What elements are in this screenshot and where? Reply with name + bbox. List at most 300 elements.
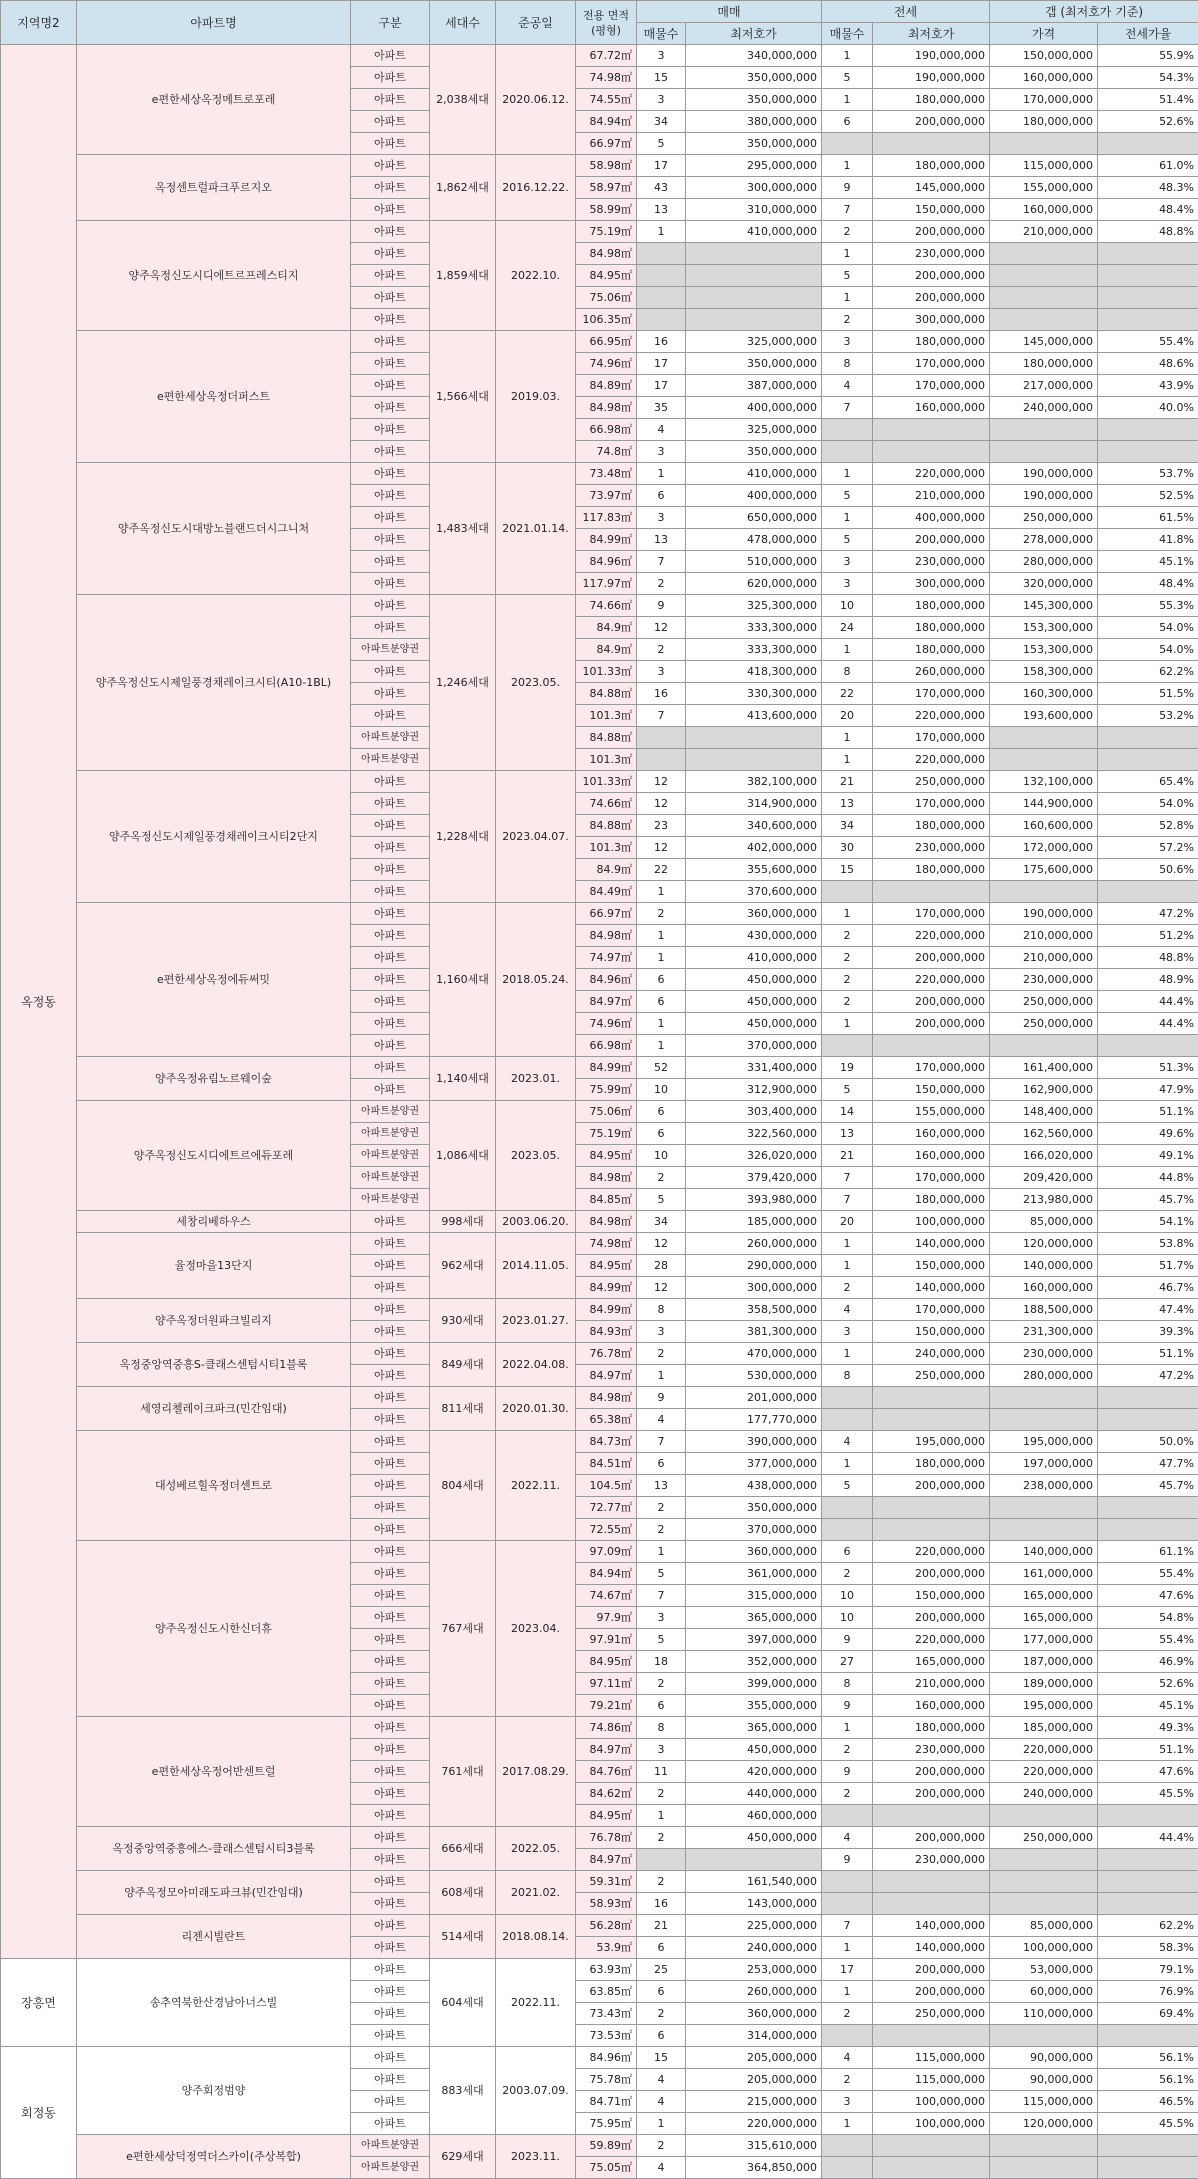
jeonse-count-cell: 1: [822, 287, 873, 309]
table-row: [1, 1211, 1198, 1233]
header-sale-count: 매물수: [637, 23, 686, 45]
area-cell: 75.06㎡: [576, 1101, 637, 1123]
area-cell: 73.43㎡: [576, 2003, 637, 2025]
jeonse-count-cell: 5: [822, 265, 873, 287]
sale-count-cell: 6: [637, 1937, 686, 1959]
jeonse-count-cell: 5: [822, 485, 873, 507]
sale-count-cell: 12: [637, 793, 686, 815]
type-cell: 아파트: [351, 133, 430, 155]
jeonse-price-cell: 190,000,000: [873, 45, 990, 67]
type-cell: 아파트: [351, 309, 430, 331]
type-cell: 아파트: [351, 1563, 430, 1585]
type-cell: 아파트: [351, 221, 430, 243]
sale-count-cell: 3: [637, 507, 686, 529]
jeonse-count-cell: 1: [822, 1255, 873, 1277]
sale-count-cell: 6: [637, 1453, 686, 1475]
sale-price-cell: 530,000,000: [686, 1365, 822, 1387]
area-cell: 74.66㎡: [576, 595, 637, 617]
jeonse-count-cell: 4: [822, 375, 873, 397]
gap-price-cell: 140,000,000: [990, 1255, 1098, 1277]
sale-price-cell: 326,020,000: [686, 1145, 822, 1167]
jeonse-ratio-cell: [1098, 243, 1198, 265]
region-cell: 회정동: [1, 2047, 77, 2179]
jeonse-ratio-cell: [1098, 1409, 1198, 1431]
type-cell: 아파트: [351, 441, 430, 463]
jeonse-count-cell: 2: [822, 2069, 873, 2091]
type-cell: 아파트: [351, 419, 430, 441]
sale-price-cell: [686, 309, 822, 331]
table-row: [1, 2047, 1198, 2069]
sale-price-cell: 315,000,000: [686, 1585, 822, 1607]
jeonse-price-cell: 115,000,000: [873, 2069, 990, 2091]
jeonse-ratio-cell: 47.9%: [1098, 1079, 1198, 1101]
area-cell: 117.83㎡: [576, 507, 637, 529]
jeonse-count-cell: 4: [822, 2047, 873, 2069]
area-cell: 67.72㎡: [576, 45, 637, 67]
header-completion: 준공일: [496, 1, 576, 45]
type-cell: 아파트: [351, 2113, 430, 2135]
jeonse-price-cell: 200,000,000: [873, 1959, 990, 1981]
jeonse-ratio-cell: 44.4%: [1098, 1827, 1198, 1849]
apt-name-cell: 옥정중앙역중흥S-클래스센텀시티1블록: [77, 1343, 351, 1387]
type-cell: 아파트: [351, 1211, 430, 1233]
type-cell: 아파트: [351, 1343, 430, 1365]
households-cell: 804세대: [430, 1431, 496, 1541]
jeonse-count-cell: 9: [822, 1761, 873, 1783]
header-households: 세대수: [430, 1, 496, 45]
type-cell: 아파트: [351, 1057, 430, 1079]
gap-price-cell: 162,900,000: [990, 1079, 1098, 1101]
jeonse-ratio-cell: 58.3%: [1098, 1937, 1198, 1959]
area-cell: 84.95㎡: [576, 265, 637, 287]
type-cell: 아파트: [351, 2025, 430, 2047]
jeonse-price-cell: 220,000,000: [873, 463, 990, 485]
area-cell: 58.97㎡: [576, 177, 637, 199]
sale-count-cell: 7: [637, 705, 686, 727]
jeonse-ratio-cell: [1098, 287, 1198, 309]
sale-price-cell: 450,000,000: [686, 1739, 822, 1761]
jeonse-ratio-cell: [1098, 1893, 1198, 1915]
gap-price-cell: 160,300,000: [990, 683, 1098, 705]
jeonse-ratio-cell: [1098, 265, 1198, 287]
sale-count-cell: 5: [637, 1189, 686, 1211]
type-cell: 아파트: [351, 771, 430, 793]
jeonse-ratio-cell: 54.1%: [1098, 1211, 1198, 1233]
jeonse-ratio-cell: [1098, 1871, 1198, 1893]
completion-date-cell: 2019.03.: [496, 331, 576, 463]
area-cell: 84.96㎡: [576, 969, 637, 991]
sale-price-cell: 350,000,000: [686, 89, 822, 111]
jeonse-count-cell: [822, 1893, 873, 1915]
jeonse-ratio-cell: 45.1%: [1098, 551, 1198, 573]
jeonse-ratio-cell: [1098, 1387, 1198, 1409]
area-cell: 97.91㎡: [576, 1629, 637, 1651]
gap-price-cell: [990, 1387, 1098, 1409]
gap-price-cell: 210,000,000: [990, 947, 1098, 969]
sale-price-cell: 438,000,000: [686, 1475, 822, 1497]
sale-price-cell: 331,400,000: [686, 1057, 822, 1079]
area-cell: 56.28㎡: [576, 1915, 637, 1937]
sale-count-cell: 3: [637, 661, 686, 683]
sale-count-cell: 2: [637, 639, 686, 661]
jeonse-ratio-cell: 48.4%: [1098, 573, 1198, 595]
jeonse-price-cell: 200,000,000: [873, 1607, 990, 1629]
completion-date-cell: 2023.05.: [496, 595, 576, 771]
sale-price-cell: 215,000,000: [686, 2091, 822, 2113]
jeonse-price-cell: 180,000,000: [873, 1453, 990, 1475]
jeonse-ratio-cell: 48.9%: [1098, 969, 1198, 991]
sale-price-cell: 350,000,000: [686, 67, 822, 89]
jeonse-ratio-cell: 51.1%: [1098, 1101, 1198, 1123]
gap-price-cell: 188,500,000: [990, 1299, 1098, 1321]
type-cell: 아파트: [351, 67, 430, 89]
jeonse-ratio-cell: 46.9%: [1098, 1651, 1198, 1673]
sale-price-cell: 400,000,000: [686, 485, 822, 507]
jeonse-ratio-cell: 61.5%: [1098, 507, 1198, 529]
sale-count-cell: 2: [637, 1167, 686, 1189]
households-cell: 1,228세대: [430, 771, 496, 903]
type-cell: 아파트: [351, 1629, 430, 1651]
type-cell: 아파트: [351, 1673, 430, 1695]
area-cell: 74.96㎡: [576, 353, 637, 375]
area-cell: 65.38㎡: [576, 1409, 637, 1431]
jeonse-price-cell: 200,000,000: [873, 991, 990, 1013]
area-cell: 97.11㎡: [576, 1673, 637, 1695]
sale-count-cell: 35: [637, 397, 686, 419]
region-cell: 장흥면: [1, 1959, 77, 2047]
sale-price-cell: 201,000,000: [686, 1387, 822, 1409]
type-cell: 아파트: [351, 243, 430, 265]
jeonse-ratio-cell: 52.6%: [1098, 111, 1198, 133]
header-area: 전용 면적 (평형): [576, 1, 637, 45]
area-cell: 58.93㎡: [576, 1893, 637, 1915]
area-cell: 84.89㎡: [576, 375, 637, 397]
sale-count-cell: 13: [637, 1475, 686, 1497]
sale-count-cell: 28: [637, 1255, 686, 1277]
area-cell: 84.71㎡: [576, 2091, 637, 2113]
type-cell: 아파트: [351, 793, 430, 815]
jeonse-ratio-cell: 55.9%: [1098, 45, 1198, 67]
jeonse-ratio-cell: 44.8%: [1098, 1167, 1198, 1189]
gap-price-cell: 210,000,000: [990, 925, 1098, 947]
sale-count-cell: 6: [637, 969, 686, 991]
type-cell: 아파트: [351, 551, 430, 573]
type-cell: 아파트: [351, 1827, 430, 1849]
sale-price-cell: 382,100,000: [686, 771, 822, 793]
area-cell: 66.97㎡: [576, 133, 637, 155]
sale-count-cell: 17: [637, 353, 686, 375]
table-row: [1, 1387, 1198, 1409]
jeonse-price-cell: 250,000,000: [873, 1365, 990, 1387]
jeonse-count-cell: 4: [822, 1431, 873, 1453]
jeonse-price-cell: 140,000,000: [873, 1277, 990, 1299]
type-cell: 아파트: [351, 947, 430, 969]
sale-count-cell: 8: [637, 1299, 686, 1321]
jeonse-price-cell: 200,000,000: [873, 1013, 990, 1035]
sale-price-cell: 360,000,000: [686, 903, 822, 925]
jeonse-price-cell: [873, 441, 990, 463]
type-cell: 아파트분양권: [351, 1123, 430, 1145]
type-cell: 아파트: [351, 507, 430, 529]
gap-price-cell: 172,000,000: [990, 837, 1098, 859]
sale-price-cell: 361,000,000: [686, 1563, 822, 1585]
jeonse-price-cell: 220,000,000: [873, 925, 990, 947]
jeonse-count-cell: 1: [822, 727, 873, 749]
type-cell: 아파트: [351, 1387, 430, 1409]
type-cell: 아파트: [351, 1739, 430, 1761]
type-cell: 아파트분양권: [351, 1101, 430, 1123]
jeonse-count-cell: 1: [822, 243, 873, 265]
area-cell: 58.99㎡: [576, 199, 637, 221]
table-row: [1, 1057, 1198, 1079]
jeonse-price-cell: 115,000,000: [873, 2047, 990, 2069]
completion-date-cell: 2022.11.: [496, 1959, 576, 2047]
jeonse-count-cell: 1: [822, 45, 873, 67]
type-cell: 아파트: [351, 1783, 430, 1805]
gap-price-cell: 60,000,000: [990, 1981, 1098, 2003]
jeonse-ratio-cell: 51.4%: [1098, 89, 1198, 111]
type-cell: 아파트: [351, 1255, 430, 1277]
apt-name-cell: 양주옥정신도시제일풍경채레이크시티2단지: [77, 771, 351, 903]
jeonse-count-cell: [822, 1387, 873, 1409]
jeonse-count-cell: 7: [822, 397, 873, 419]
area-cell: 84.97㎡: [576, 1739, 637, 1761]
sale-price-cell: [686, 243, 822, 265]
sale-count-cell: 2: [637, 1827, 686, 1849]
jeonse-ratio-cell: 50.6%: [1098, 859, 1198, 881]
jeonse-ratio-cell: 51.7%: [1098, 1255, 1198, 1277]
sale-price-cell: 365,000,000: [686, 1607, 822, 1629]
area-cell: 66.95㎡: [576, 331, 637, 353]
area-cell: 84.9㎡: [576, 639, 637, 661]
gap-price-cell: 250,000,000: [990, 507, 1098, 529]
jeonse-ratio-cell: 62.2%: [1098, 1915, 1198, 1937]
gap-price-cell: 110,000,000: [990, 2003, 1098, 2025]
table-row: [1, 903, 1198, 925]
gap-price-cell: 193,600,000: [990, 705, 1098, 727]
type-cell: 아파트분양권: [351, 727, 430, 749]
type-cell: 아파트: [351, 1959, 430, 1981]
sale-price-cell: 381,300,000: [686, 1321, 822, 1343]
jeonse-ratio-cell: 40.0%: [1098, 397, 1198, 419]
apt-name-cell: 옥정중앙역중흥에스-클래스센텀시티3블록: [77, 1827, 351, 1871]
jeonse-ratio-cell: [1098, 133, 1198, 155]
sale-price-cell: 352,000,000: [686, 1651, 822, 1673]
jeonse-count-cell: 1: [822, 89, 873, 111]
jeonse-ratio-cell: 47.2%: [1098, 903, 1198, 925]
apt-name-cell: 양주옥정유림노르웨이숲: [77, 1057, 351, 1101]
type-cell: 아파트: [351, 595, 430, 617]
area-cell: 101.33㎡: [576, 771, 637, 793]
jeonse-ratio-cell: 69.4%: [1098, 2003, 1198, 2025]
jeonse-ratio-cell: [1098, 309, 1198, 331]
area-cell: 75.78㎡: [576, 2069, 637, 2091]
jeonse-count-cell: [822, 881, 873, 903]
gap-price-cell: [990, 1871, 1098, 1893]
gap-price-cell: 145,000,000: [990, 331, 1098, 353]
apt-name-cell: e편한세상옥정더퍼스트: [77, 331, 351, 463]
type-cell: 아파트: [351, 815, 430, 837]
jeonse-count-cell: 13: [822, 793, 873, 815]
jeonse-count-cell: 2: [822, 1563, 873, 1585]
sale-count-cell: [637, 309, 686, 331]
completion-date-cell: 2022.10.: [496, 221, 576, 331]
sale-count-cell: 1: [637, 1013, 686, 1035]
jeonse-count-cell: 9: [822, 1695, 873, 1717]
sale-price-cell: 478,000,000: [686, 529, 822, 551]
jeonse-ratio-cell: 50.0%: [1098, 1431, 1198, 1453]
jeonse-price-cell: 145,000,000: [873, 177, 990, 199]
jeonse-price-cell: 180,000,000: [873, 639, 990, 661]
gap-price-cell: 161,400,000: [990, 1057, 1098, 1079]
gap-price-cell: [990, 287, 1098, 309]
type-cell: 아파트: [351, 1409, 430, 1431]
sale-price-cell: 380,000,000: [686, 111, 822, 133]
jeonse-ratio-cell: [1098, 419, 1198, 441]
type-cell: 아파트: [351, 89, 430, 111]
area-cell: 59.89㎡: [576, 2135, 637, 2157]
type-cell: 아파트: [351, 485, 430, 507]
sale-price-cell: 397,000,000: [686, 1629, 822, 1651]
header-jeonse-count: 매물수: [822, 23, 873, 45]
jeonse-price-cell: 150,000,000: [873, 199, 990, 221]
sale-price-cell: 650,000,000: [686, 507, 822, 529]
sale-price-cell: 325,300,000: [686, 595, 822, 617]
table-row: [1, 331, 1198, 353]
sale-price-cell: 460,000,000: [686, 1805, 822, 1827]
header-apt-name: 아파트명: [77, 1, 351, 45]
jeonse-count-cell: 1: [822, 749, 873, 771]
gap-price-cell: 145,300,000: [990, 595, 1098, 617]
gap-price-cell: 165,000,000: [990, 1607, 1098, 1629]
households-cell: 1,246세대: [430, 595, 496, 771]
gap-price-cell: 53,000,000: [990, 1959, 1098, 1981]
gap-price-cell: 85,000,000: [990, 1915, 1098, 1937]
type-cell: 아파트: [351, 2069, 430, 2091]
sale-count-cell: 1: [637, 2113, 686, 2135]
area-cell: 84.97㎡: [576, 991, 637, 1013]
table-row: [1, 1101, 1198, 1123]
jeonse-count-cell: 2: [822, 2003, 873, 2025]
gap-price-cell: 140,000,000: [990, 1541, 1098, 1563]
households-cell: 998세대: [430, 1211, 496, 1233]
area-cell: 53.9㎡: [576, 1937, 637, 1959]
area-cell: 74.55㎡: [576, 89, 637, 111]
jeonse-price-cell: [873, 2157, 990, 2179]
sale-price-cell: 418,300,000: [686, 661, 822, 683]
gap-price-cell: [990, 265, 1098, 287]
jeonse-ratio-cell: [1098, 1497, 1198, 1519]
gap-price-cell: 220,000,000: [990, 1739, 1098, 1761]
sale-count-cell: 4: [637, 2069, 686, 2091]
sale-count-cell: 2: [637, 1673, 686, 1695]
apt-name-cell: 양주옥정신도시디에트르프레스티지: [77, 221, 351, 331]
area-cell: 72.55㎡: [576, 1519, 637, 1541]
type-cell: 아파트: [351, 573, 430, 595]
type-cell: 아파트: [351, 1541, 430, 1563]
type-cell: 아파트: [351, 2091, 430, 2113]
jeonse-count-cell: [822, 2025, 873, 2047]
jeonse-price-cell: 170,000,000: [873, 727, 990, 749]
type-cell: 아파트: [351, 1013, 430, 1035]
type-cell: 아파트: [351, 1299, 430, 1321]
area-cell: 84.62㎡: [576, 1783, 637, 1805]
jeonse-ratio-cell: 65.4%: [1098, 771, 1198, 793]
jeonse-count-cell: 1: [822, 1937, 873, 1959]
jeonse-price-cell: 180,000,000: [873, 331, 990, 353]
jeonse-ratio-cell: 39.3%: [1098, 1321, 1198, 1343]
jeonse-ratio-cell: 46.7%: [1098, 1277, 1198, 1299]
type-cell: 아파트: [351, 991, 430, 1013]
gap-price-cell: 153,300,000: [990, 639, 1098, 661]
table-row: [1, 155, 1198, 177]
area-cell: 72.77㎡: [576, 1497, 637, 1519]
jeonse-ratio-cell: 53.7%: [1098, 463, 1198, 485]
sale-count-cell: 34: [637, 111, 686, 133]
jeonse-count-cell: 2: [822, 991, 873, 1013]
jeonse-ratio-cell: 54.3%: [1098, 67, 1198, 89]
jeonse-count-cell: [822, 1497, 873, 1519]
jeonse-price-cell: 180,000,000: [873, 1189, 990, 1211]
jeonse-price-cell: 400,000,000: [873, 507, 990, 529]
area-cell: 84.93㎡: [576, 1321, 637, 1343]
gap-price-cell: [990, 419, 1098, 441]
sale-count-cell: 34: [637, 1211, 686, 1233]
jeonse-price-cell: 170,000,000: [873, 375, 990, 397]
area-cell: 75.99㎡: [576, 1079, 637, 1101]
sale-price-cell: 364,850,000: [686, 2157, 822, 2179]
sale-price-cell: 333,300,000: [686, 639, 822, 661]
gap-price-cell: 161,000,000: [990, 1563, 1098, 1585]
sale-count-cell: 2: [637, 1871, 686, 1893]
area-cell: 84.99㎡: [576, 1299, 637, 1321]
jeonse-count-cell: 1: [822, 155, 873, 177]
gap-price-cell: 180,000,000: [990, 111, 1098, 133]
jeonse-ratio-cell: 49.1%: [1098, 1145, 1198, 1167]
type-cell: 아파트: [351, 1497, 430, 1519]
households-cell: 761세대: [430, 1717, 496, 1827]
sale-count-cell: 3: [637, 441, 686, 463]
households-cell: 1,160세대: [430, 903, 496, 1057]
completion-date-cell: 2022.04.08.: [496, 1343, 576, 1387]
jeonse-count-cell: [822, 2135, 873, 2157]
sale-price-cell: 355,000,000: [686, 1695, 822, 1717]
jeonse-ratio-cell: 48.6%: [1098, 353, 1198, 375]
sale-count-cell: 16: [637, 331, 686, 353]
jeonse-price-cell: [873, 1805, 990, 1827]
sale-count-cell: 3: [637, 1739, 686, 1761]
gap-price-cell: [990, 2135, 1098, 2157]
jeonse-price-cell: [873, 419, 990, 441]
type-cell: 아파트분양권: [351, 2135, 430, 2157]
jeonse-count-cell: 15: [822, 859, 873, 881]
jeonse-ratio-cell: [1098, 2157, 1198, 2179]
jeonse-count-cell: 19: [822, 1057, 873, 1079]
sale-count-cell: 2: [637, 573, 686, 595]
jeonse-count-cell: 2: [822, 1277, 873, 1299]
area-cell: 84.99㎡: [576, 1277, 637, 1299]
type-cell: 아파트: [351, 199, 430, 221]
households-cell: 604세대: [430, 1959, 496, 2047]
completion-date-cell: 2021.02.: [496, 1871, 576, 1915]
area-cell: 84.97㎡: [576, 1849, 637, 1871]
gap-price-cell: 165,000,000: [990, 1585, 1098, 1607]
jeonse-price-cell: 195,000,000: [873, 1431, 990, 1453]
sale-count-cell: 16: [637, 1893, 686, 1915]
sale-count-cell: 8: [637, 1717, 686, 1739]
jeonse-price-cell: 220,000,000: [873, 749, 990, 771]
completion-date-cell: 2023.01.27.: [496, 1299, 576, 1343]
